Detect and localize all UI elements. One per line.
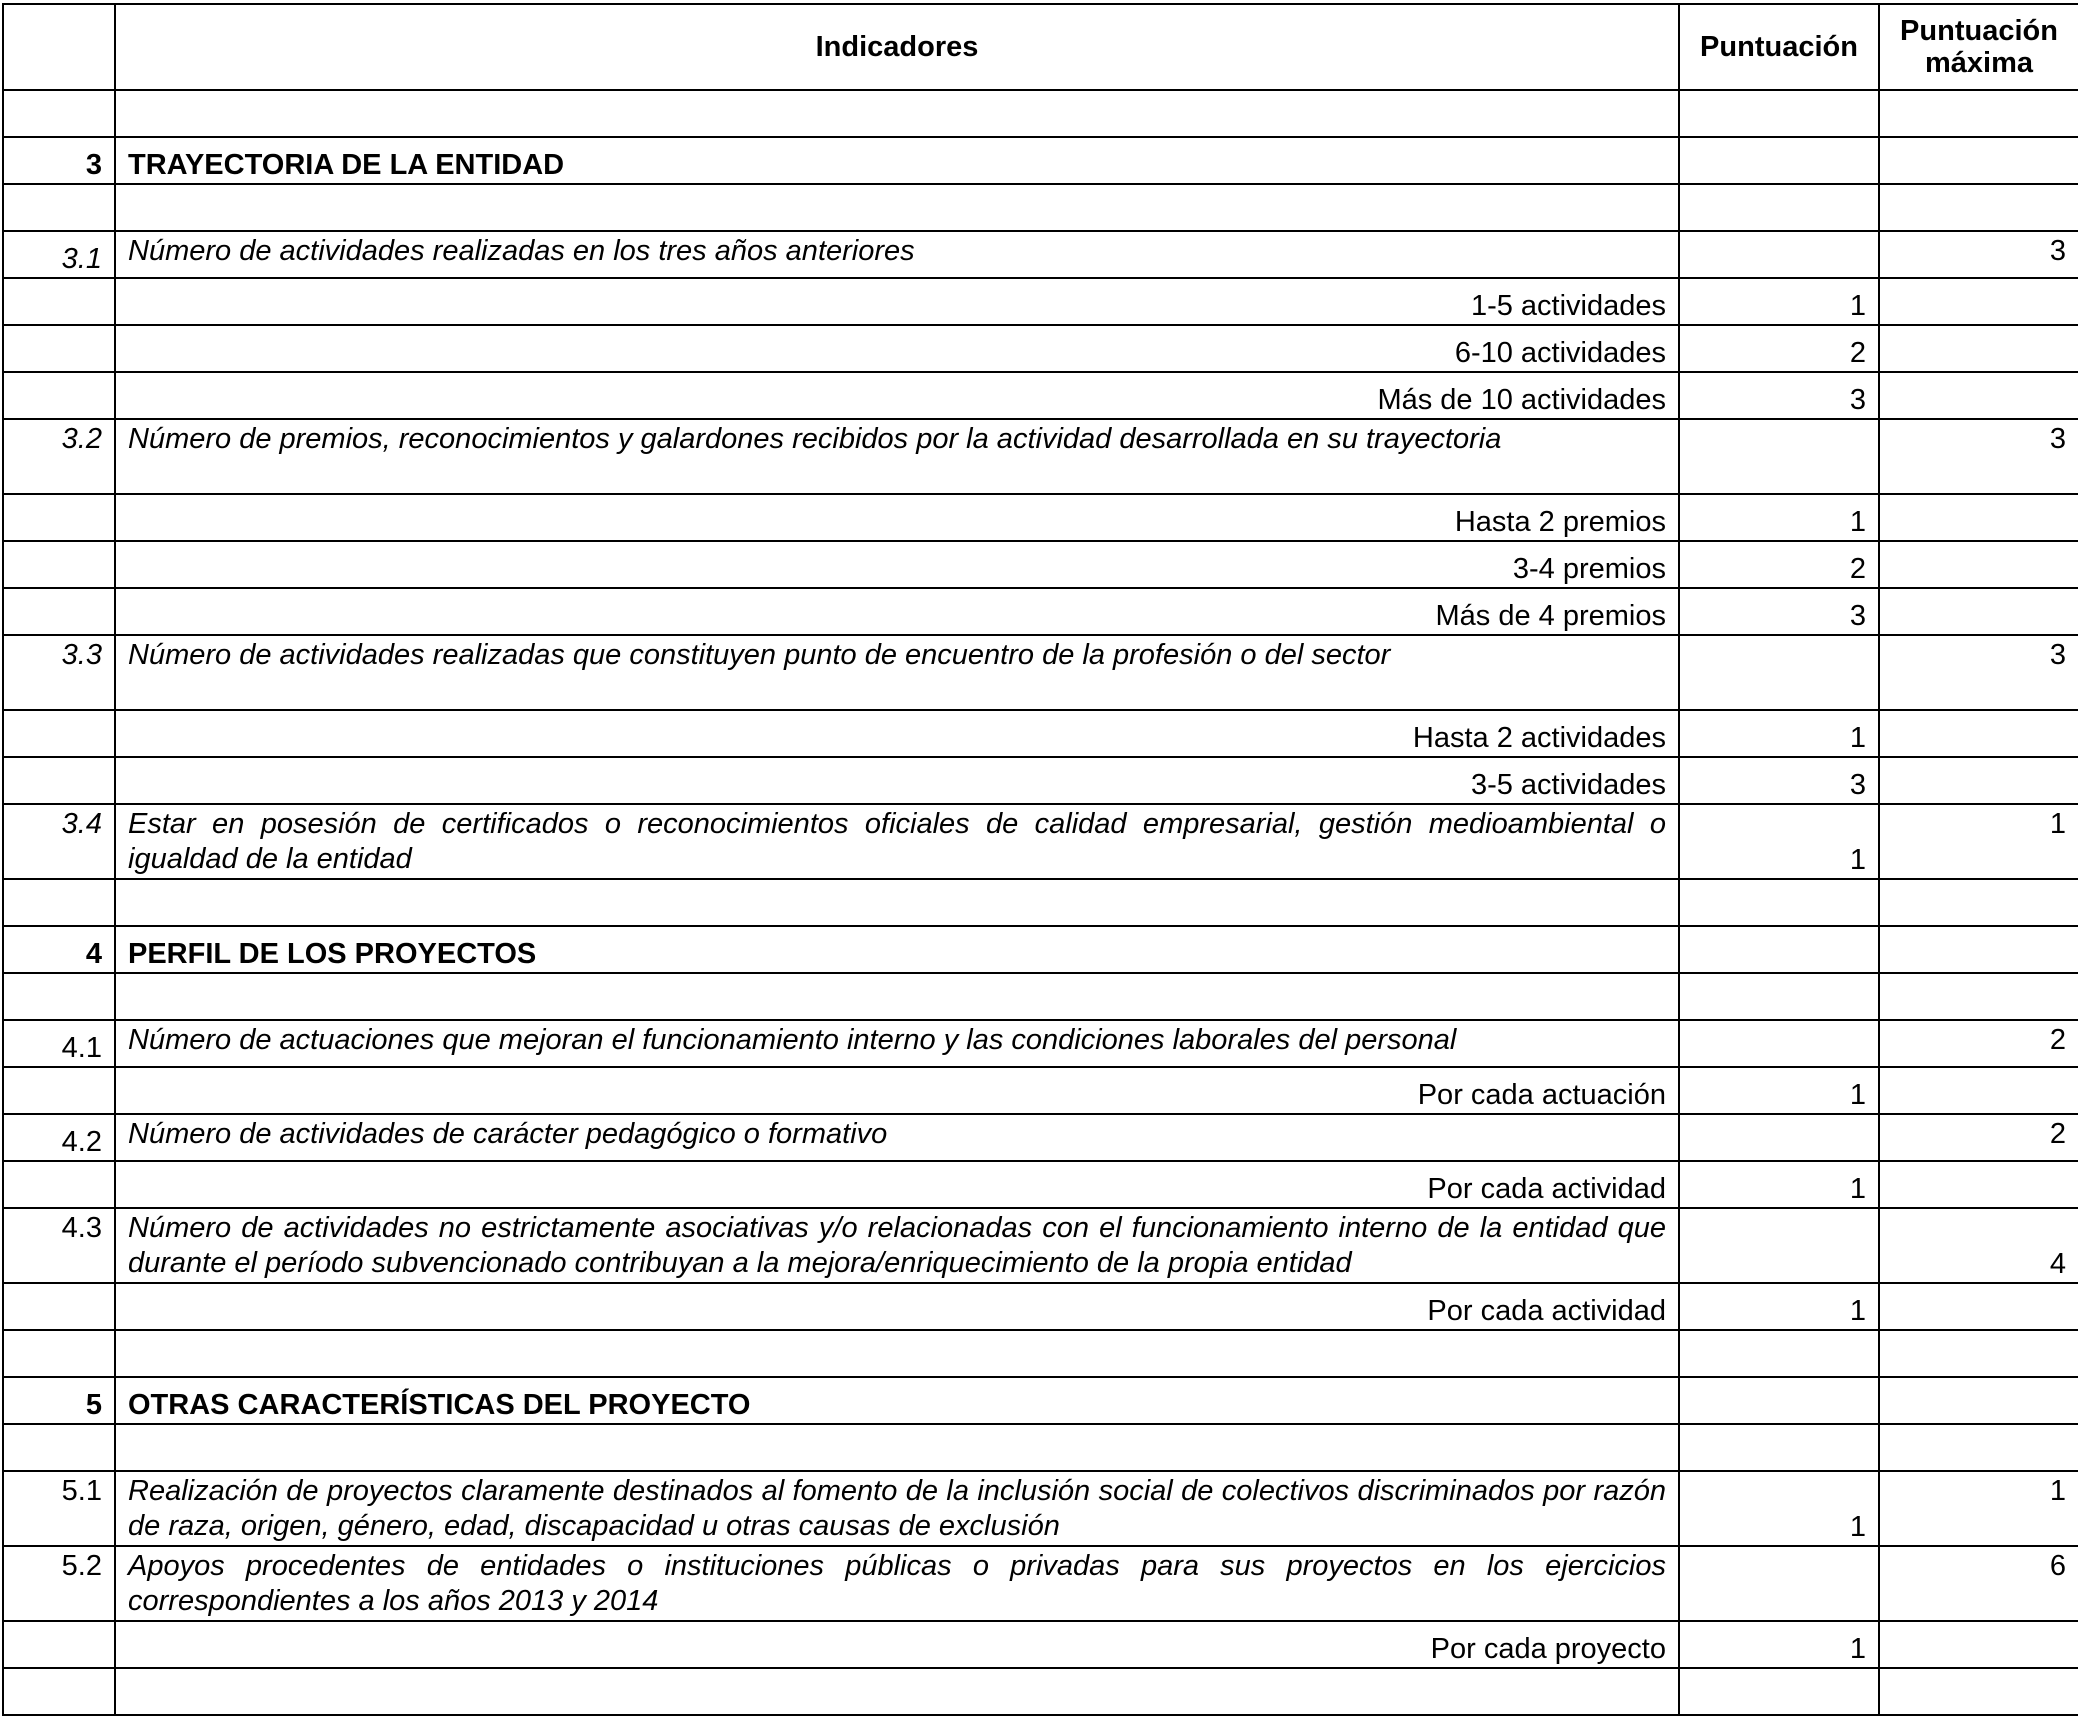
puntuacion-maxima-value (1879, 1668, 2078, 1715)
puntuacion-value: 1 (1679, 494, 1879, 541)
indicator-text: Estar en posesión de certificados o reconocimientos oficiales de calidad empresarial, gestión medioambiental o igualdad de la entidad (115, 804, 1679, 879)
puntuacion-maxima-value (1879, 710, 2078, 757)
option-row (3, 1621, 2078, 1668)
puntuacion-maxima-value (1879, 757, 2078, 804)
puntuacion-maxima-value (1879, 1377, 2078, 1424)
option-row (3, 1161, 2078, 1208)
puntuacion-value (1679, 90, 1879, 137)
item-number (3, 973, 115, 1020)
puntuacion-maxima-value (1879, 588, 2078, 635)
item-number: 3.2 (3, 419, 115, 494)
puntuacion-value (1679, 137, 1879, 184)
puntuacion-value (1679, 926, 1879, 973)
puntuacion-value: 1 (1679, 1621, 1879, 1668)
puntuacion-maxima-value (1879, 278, 2078, 325)
option-label: Por cada actividad (115, 1283, 1679, 1330)
section-title: PERFIL DE LOS PROYECTOS (115, 926, 1679, 973)
indicator-text (115, 184, 1679, 231)
item-number (3, 90, 115, 137)
puntuacion-maxima-value (1879, 1161, 2078, 1208)
indicator-text (115, 973, 1679, 1020)
option-row (3, 541, 2078, 588)
puntuacion-value (1679, 879, 1879, 926)
puntuacion-maxima-value (1879, 184, 2078, 231)
puntuacion-value: 1 (1679, 1283, 1879, 1330)
puntuacion-value: 1 (1679, 1161, 1879, 1208)
puntuacion-value: 1 (1679, 710, 1879, 757)
blank-row (3, 184, 2078, 231)
indicator-text: Número de actividades realizadas en los tres años anteriores (115, 231, 1679, 278)
indicator-text: Número de actuaciones que mejoran el funcionamiento interno y las condiciones laborales del personal (115, 1020, 1679, 1067)
item-number: 4.2 (3, 1114, 115, 1161)
criterion-row (3, 635, 2078, 710)
item-number (3, 757, 115, 804)
indicator-text: Apoyos procedentes de entidades o instituciones públicas o privadas para sus proyectos en los ejercicios correspondientes a los años 2013 y 2014 (115, 1546, 1679, 1621)
indicator-text (115, 879, 1679, 926)
option-label: Por cada actuación (115, 1067, 1679, 1114)
puntuacion-value: 3 (1679, 588, 1879, 635)
item-number: 5.2 (3, 1546, 115, 1621)
puntuacion-value (1679, 1377, 1879, 1424)
item-number: 3.3 (3, 635, 115, 710)
option-label: Hasta 2 premios (115, 494, 1679, 541)
item-number: 3.1 (3, 231, 115, 278)
item-number: 5.1 (3, 1471, 115, 1546)
item-number: 3 (3, 137, 115, 184)
puntuacion-maxima-value (1879, 541, 2078, 588)
criterion-row (3, 804, 2078, 879)
item-number (3, 879, 115, 926)
indicator-text (115, 1330, 1679, 1377)
item-number (3, 494, 115, 541)
puntuacion-maxima-value (1879, 973, 2078, 1020)
option-row (3, 372, 2078, 419)
puntuacion-value (1679, 1330, 1879, 1377)
indicator-text: Número de actividades de carácter pedagógico o formativo (115, 1114, 1679, 1161)
section-row (3, 137, 2078, 184)
puntuacion-maxima-value (1879, 372, 2078, 419)
puntuacion-maxima-value: 6 (1879, 1546, 2078, 1621)
option-row (3, 278, 2078, 325)
header-num-cell (3, 4, 115, 90)
puntuacion-value: 1 (1679, 1067, 1879, 1114)
indicator-text: Número de actividades no estrictamente asociativas y/o relacionadas con el funcionamiento interno de la entidad que durante el período subvencionado contribuyan a la mejora/enriquecimiento de la propia entidad (115, 1208, 1679, 1283)
header-puntuacion: Puntuación (1679, 4, 1879, 90)
puntuacion-maxima-value (1879, 325, 2078, 372)
criterion-row (3, 419, 2078, 494)
indicator-text (115, 1668, 1679, 1715)
puntuacion-value (1679, 1546, 1879, 1621)
option-label: Por cada proyecto (115, 1621, 1679, 1668)
blank-row (3, 90, 2078, 137)
option-label: Por cada actividad (115, 1161, 1679, 1208)
item-number (3, 1621, 115, 1668)
option-row (3, 1067, 2078, 1114)
option-label: Hasta 2 actividades (115, 710, 1679, 757)
item-number (3, 1668, 115, 1715)
puntuacion-value (1679, 1424, 1879, 1471)
puntuacion-value: 1 (1679, 278, 1879, 325)
indicator-text (115, 1424, 1679, 1471)
puntuacion-value: 1 (1679, 804, 1879, 879)
option-label: Más de 4 premios (115, 588, 1679, 635)
option-row (3, 588, 2078, 635)
item-number: 5 (3, 1377, 115, 1424)
puntuacion-maxima-value (1879, 90, 2078, 137)
blank-row (3, 1424, 2078, 1471)
section-title: TRAYECTORIA DE LA ENTIDAD (115, 137, 1679, 184)
section-row (3, 1377, 2078, 1424)
puntuacion-value: 1 (1679, 1471, 1879, 1546)
option-label: 1-5 actividades (115, 278, 1679, 325)
puntuacion-maxima-value: 3 (1879, 635, 2078, 710)
option-label: Más de 10 actividades (115, 372, 1679, 419)
item-number (3, 372, 115, 419)
option-row (3, 710, 2078, 757)
criterion-row (3, 1020, 2078, 1067)
scoring-table (2, 3, 2078, 1716)
puntuacion-maxima-value (1879, 494, 2078, 541)
item-number (3, 1161, 115, 1208)
blank-row (3, 1668, 2078, 1715)
item-number (3, 325, 115, 372)
option-label: 6-10 actividades (115, 325, 1679, 372)
item-number (3, 184, 115, 231)
criterion-row (3, 231, 2078, 278)
blank-row (3, 879, 2078, 926)
puntuacion-maxima-value: 3 (1879, 419, 2078, 494)
item-number (3, 1424, 115, 1471)
puntuacion-maxima-value: 1 (1879, 804, 2078, 879)
puntuacion-maxima-value: 1 (1879, 1471, 2078, 1546)
option-row (3, 1283, 2078, 1330)
blank-row (3, 1330, 2078, 1377)
puntuacion-value (1679, 1020, 1879, 1067)
indicator-text: Realización de proyectos claramente destinados al fomento de la inclusión social de colectivos discriminados por razón de raza, origen, género, edad, discapacidad u otras causas de exclusión (115, 1471, 1679, 1546)
option-row (3, 494, 2078, 541)
item-number (3, 588, 115, 635)
option-row (3, 325, 2078, 372)
puntuacion-value (1679, 635, 1879, 710)
header-indicadores: Indicadores (115, 4, 1679, 90)
header-row (3, 4, 2078, 90)
puntuacion-value (1679, 1114, 1879, 1161)
criterion-row (3, 1546, 2078, 1621)
puntuacion-maxima-value (1879, 879, 2078, 926)
puntuacion-value: 2 (1679, 325, 1879, 372)
item-number: 4.3 (3, 1208, 115, 1283)
puntuacion-value (1679, 419, 1879, 494)
scoring-table-body (3, 4, 2078, 1715)
puntuacion-value (1679, 231, 1879, 278)
indicator-text (115, 90, 1679, 137)
puntuacion-maxima-value: 2 (1879, 1020, 2078, 1067)
item-number: 3.4 (3, 804, 115, 879)
item-number (3, 1330, 115, 1377)
puntuacion-maxima-value (1879, 137, 2078, 184)
criterion-row (3, 1208, 2078, 1283)
puntuacion-value: 3 (1679, 372, 1879, 419)
indicator-text: Número de actividades realizadas que constituyen punto de encuentro de la profesión o del sector (115, 635, 1679, 710)
puntuacion-maxima-value (1879, 1424, 2078, 1471)
criterion-row (3, 1114, 2078, 1161)
header-puntuacion-maxima: Puntuación máxima (1879, 4, 2078, 90)
puntuacion-maxima-value (1879, 1067, 2078, 1114)
puntuacion-maxima-value: 3 (1879, 231, 2078, 278)
puntuacion-value (1679, 184, 1879, 231)
puntuacion-value (1679, 1208, 1879, 1283)
puntuacion-maxima-value (1879, 926, 2078, 973)
item-number (3, 710, 115, 757)
section-title: OTRAS CARACTERÍSTICAS DEL PROYECTO (115, 1377, 1679, 1424)
puntuacion-value (1679, 1668, 1879, 1715)
item-number (3, 1067, 115, 1114)
item-number (3, 541, 115, 588)
section-row (3, 926, 2078, 973)
puntuacion-value: 2 (1679, 541, 1879, 588)
indicator-text: Número de premios, reconocimientos y galardones recibidos por la actividad desarrollada en su trayectoria (115, 419, 1679, 494)
item-number: 4 (3, 926, 115, 973)
option-label: 3-4 premios (115, 541, 1679, 588)
option-row (3, 757, 2078, 804)
option-label: 3-5 actividades (115, 757, 1679, 804)
criterion-row (3, 1471, 2078, 1546)
puntuacion-value (1679, 973, 1879, 1020)
puntuacion-maxima-value (1879, 1283, 2078, 1330)
item-number: 4.1 (3, 1020, 115, 1067)
puntuacion-maxima-value: 2 (1879, 1114, 2078, 1161)
item-number (3, 1283, 115, 1330)
item-number (3, 278, 115, 325)
puntuacion-value: 3 (1679, 757, 1879, 804)
puntuacion-maxima-value (1879, 1330, 2078, 1377)
puntuacion-maxima-value (1879, 1621, 2078, 1668)
blank-row (3, 973, 2078, 1020)
puntuacion-maxima-value: 4 (1879, 1208, 2078, 1283)
